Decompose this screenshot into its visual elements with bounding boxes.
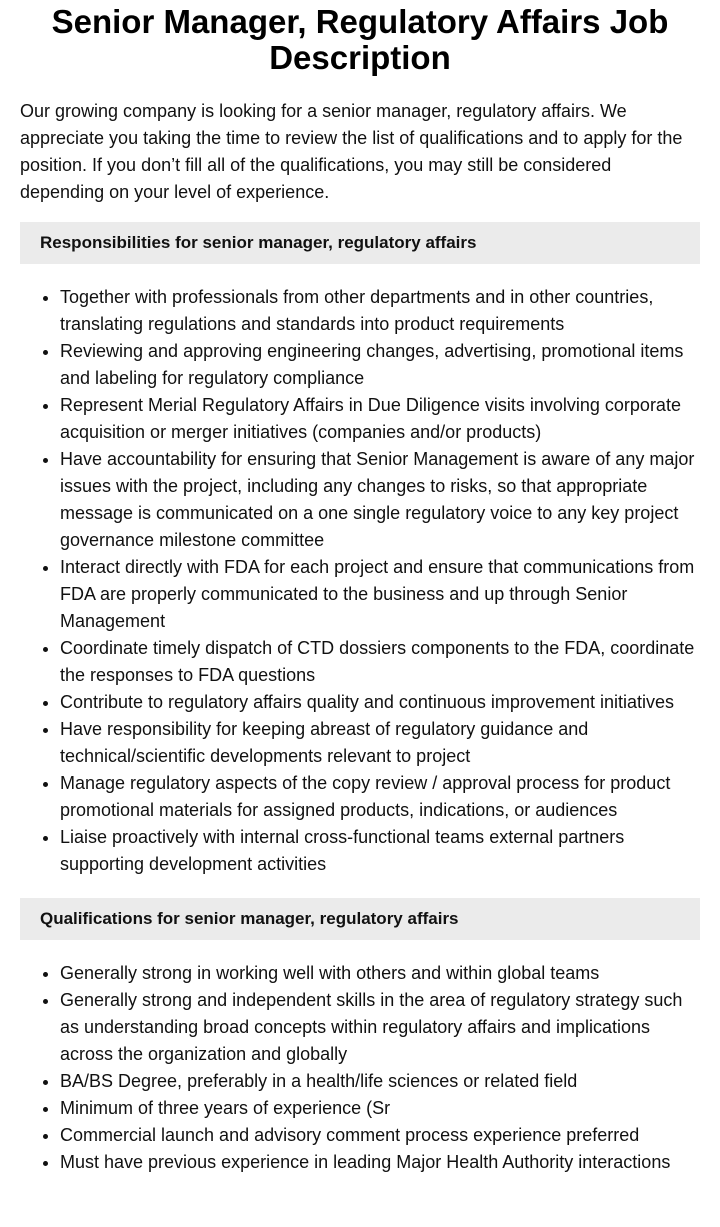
page-title: Senior Manager, Regulatory Affairs Job Description [51,3,669,76]
job-description [0,4,720,1176]
list-item: • BA/BS Degree, preferably in a health/life sciences or related field [60,1068,700,1095]
list-item: • Manage regulatory aspects of the copy review / approval process for product promotional materials for assigned products, indications, or audiences [60,770,700,824]
list-item: • Contribute to regulatory affairs quality and continuous improvement initiatives [60,689,700,716]
list-item: • Together with professionals from other departments and in other countries, translating regulations and standards into product requirements [60,284,700,338]
intro-paragraph: Our growing company is looking for a senior manager, regulatory affairs. We appreciate you taking the time to review the list of qualifications and to apply for the position. If you don’t fill all of the qualifications, you may still be considered depending on your level of experience. [20,101,683,202]
list-item: • Have responsibility for keeping abreast of regulatory guidance and technical/scientific developments relevant to project [60,716,700,770]
qualifications-heading: Qualifications for senior manager, regulatory affairs [20,898,700,940]
responsibilities-list [20,284,700,878]
list-item: • Minimum of three years of experience (Sr [60,1095,700,1122]
list-item: • Coordinate timely dispatch of CTD dossiers components to the FDA, coordinate the responses to FDA questions [60,635,700,689]
list-item: • Generally strong in working well with others and within global teams [60,960,700,987]
list-item: • Liaise proactively with internal cross-functional teams external partners supporting development activities [60,824,700,878]
list-item: • Must have previous experience in leading Major Health Authority interactions [60,1149,700,1176]
list-item: • Have accountability for ensuring that Senior Management is aware of any major issues with the project, including any changes to risks, so that appropriate message is communicated on a one single regulatory voice to any key project governance milestone committee [60,446,700,554]
list-item: • Reviewing and approving engineering changes, advertising, promotional items and labeling for regulatory compliance [60,338,700,392]
list-item: • Represent Merial Regulatory Affairs in Due Diligence visits involving corporate acquisition or merger initiatives (companies and/or products) [60,392,700,446]
responsibilities-heading: Responsibilities for senior manager, regulatory affairs [20,222,700,264]
list-item: • Commercial launch and advisory comment process experience preferred [60,1122,700,1149]
qualifications-list [20,960,700,1176]
list-item: • Generally strong and independent skills in the area of regulatory strategy such as understanding broad concepts within regulatory affairs and implications across the organization and globally [60,987,700,1068]
list-item: • Interact directly with FDA for each project and ensure that communications from FDA are properly communicated to the business and up through Senior Management [60,554,700,635]
